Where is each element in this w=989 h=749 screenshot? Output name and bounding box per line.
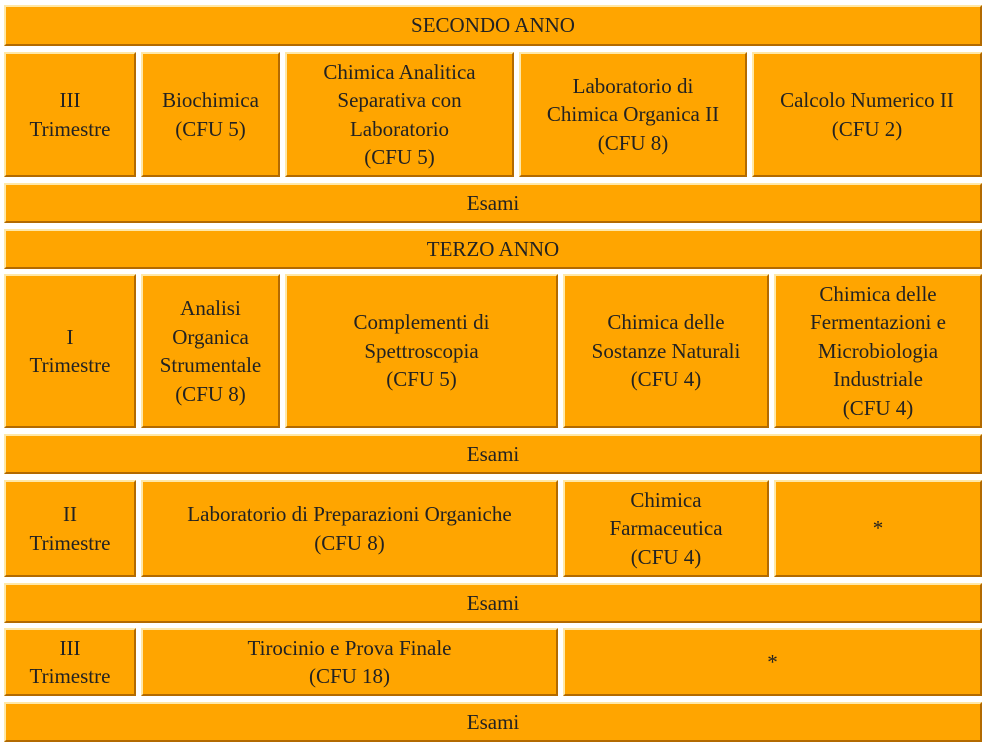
course-cell: * [774,480,982,577]
course-cell: Biochimica (CFU 5) [141,52,280,177]
terzo-anno-header: TERZO ANNO [4,229,982,269]
course-cell: Laboratorio di Preparazioni Organiche (CFU 8) [141,480,558,577]
terzo-trimestre-2-label: II Trimestre [4,480,136,577]
course-cell: Chimica delle Fermentazioni e Microbiologia Industriale (CFU 4) [774,274,982,428]
secondo-anno-header: SECONDO ANNO [4,5,982,46]
esami-row: Esami [4,583,982,623]
esami-row: Esami [4,183,982,223]
esami-row: Esami [4,702,982,742]
course-cell: Chimica delle Sostanze Naturali (CFU 4) [563,274,769,428]
esami-row: Esami [4,434,982,474]
course-cell: Laboratorio di Chimica Organica II (CFU 8) [519,52,747,177]
course-cell: Complementi di Spettroscopia (CFU 5) [285,274,558,428]
course-cell: Analisi Organica Strumentale (CFU 8) [141,274,280,428]
secondo-trimestre-label: III Trimestre [4,52,136,177]
course-cell: Chimica Farmaceutica (CFU 4) [563,480,769,577]
terzo-trimestre-1-label: I Trimestre [4,274,136,428]
course-cell: Calcolo Numerico II (CFU 2) [752,52,982,177]
course-cell: Chimica Analitica Separativa con Laboratorio (CFU 5) [285,52,514,177]
course-cell: * [563,628,982,696]
course-cell: Tirocinio e Prova Finale (CFU 18) [141,628,558,696]
terzo-trimestre-3-label: III Trimestre [4,628,136,696]
